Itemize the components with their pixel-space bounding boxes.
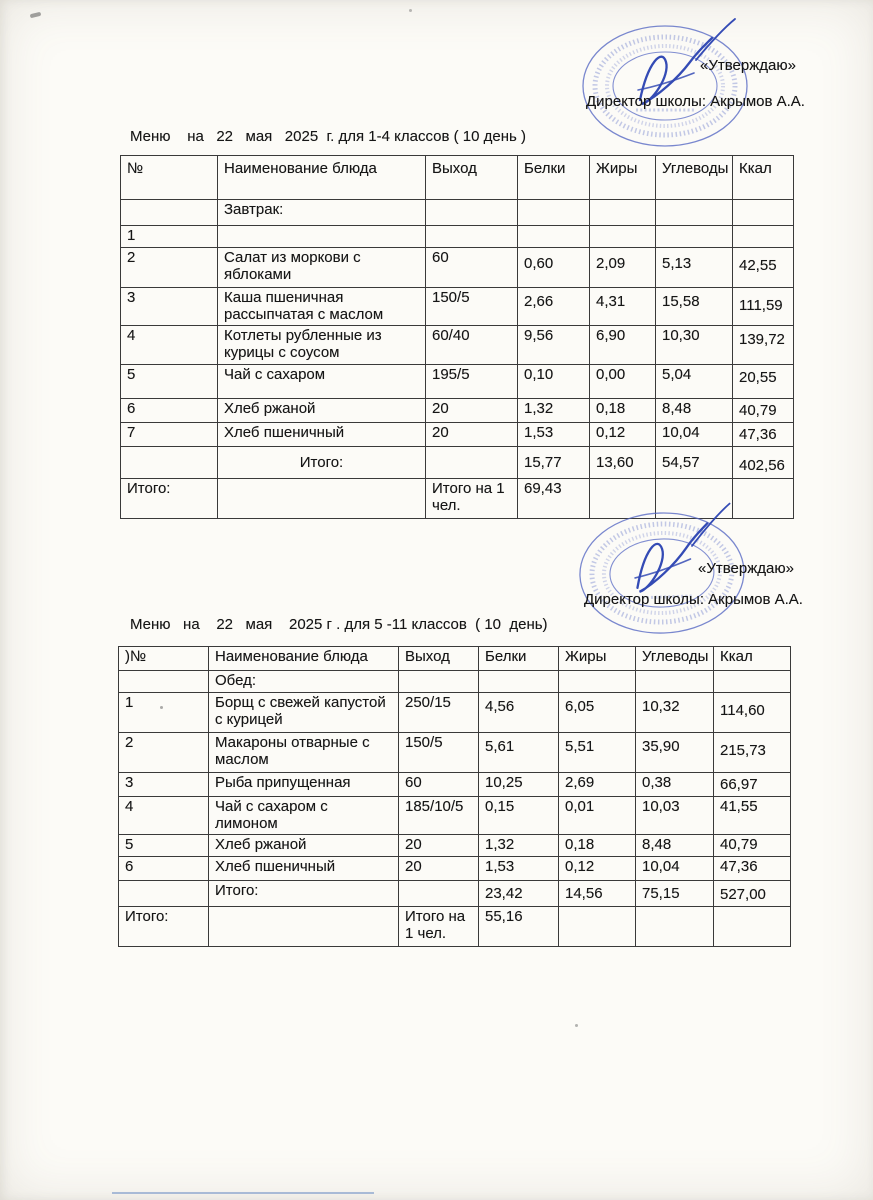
- cell-fat: 0,12: [559, 857, 636, 881]
- cell-num: 5: [121, 364, 218, 398]
- table-row: [119, 796, 791, 835]
- cell-protein: 2,66: [518, 287, 590, 326]
- per-person-label: Итого:: [119, 907, 209, 947]
- cell-out: 20: [399, 835, 479, 857]
- col-header-dish: Наименование блюда: [218, 156, 426, 200]
- empty-cell: [426, 200, 518, 226]
- cell-kcal: 139,72: [733, 326, 794, 365]
- totals-carbs: 75,15: [636, 881, 714, 907]
- cell-fat: 2,69: [559, 772, 636, 796]
- cell-dish: Хлеб ржаной: [209, 835, 399, 857]
- cell-out: 20: [426, 398, 518, 422]
- cell-protein: 5,61: [479, 732, 559, 772]
- cell-carbs: 5,04: [656, 364, 733, 398]
- cell-out: 60: [426, 247, 518, 287]
- cell-num: 7: [121, 422, 218, 446]
- cell-carbs: 8,48: [636, 835, 714, 857]
- empty-cell: [518, 200, 590, 226]
- cell-fat: 6,90: [590, 326, 656, 365]
- cell-fat: 0,18: [590, 398, 656, 422]
- cell-protein: 1,32: [518, 398, 590, 422]
- empty-cell: [121, 200, 218, 226]
- cell-dish: Хлеб ржаной: [218, 398, 426, 422]
- table-row: [121, 326, 794, 365]
- cell-dish: Борщ с свежей капустой с курицей: [209, 692, 399, 732]
- table-header-row: [121, 156, 794, 200]
- cell-kcal: 40,79: [733, 398, 794, 422]
- cell-fat: 5,51: [559, 732, 636, 772]
- cell-fat: 2,09: [590, 247, 656, 287]
- empty-cell: [733, 226, 794, 248]
- per-person-caption: Итого на 1 чел.: [426, 478, 518, 518]
- cell-kcal: 42,55: [733, 247, 794, 287]
- empty-cell: [714, 671, 791, 693]
- table-header-row: [119, 647, 791, 671]
- col-header-kcal: Ккал: [714, 647, 791, 671]
- cell-kcal: 47,36: [714, 857, 791, 881]
- totals-fat: 13,60: [590, 446, 656, 478]
- cell-num: 2: [119, 732, 209, 772]
- empty-cell: [656, 200, 733, 226]
- cell-carbs: 35,90: [636, 732, 714, 772]
- per-person-value: 55,16: [479, 907, 559, 947]
- cell-kcal: 114,60: [714, 692, 791, 732]
- cell-protein: 1,32: [479, 835, 559, 857]
- per-person-row: [119, 907, 791, 947]
- cell-num: 3: [121, 287, 218, 326]
- approval-quote: «Утверждаю»: [700, 57, 796, 74]
- empty-cell: [590, 226, 656, 248]
- col-header-dish: Наименование блюда: [209, 647, 399, 671]
- cell-out: 150/5: [399, 732, 479, 772]
- cell-carbs: 10,32: [636, 692, 714, 732]
- cell-num: 2: [121, 247, 218, 287]
- empty-cell: [209, 907, 399, 947]
- cell-dish: Макароны отварные с маслом: [209, 732, 399, 772]
- table-row: [119, 692, 791, 732]
- empty-cell: [636, 671, 714, 693]
- cell-out: 185/10/5: [399, 796, 479, 835]
- scan-artifact: [409, 9, 412, 12]
- cell-kcal: 111,59: [733, 287, 794, 326]
- totals-label: Итого:: [209, 881, 399, 907]
- cell-dish: Салат из моркови с яблоками: [218, 247, 426, 287]
- cell-kcal: 40,79: [714, 835, 791, 857]
- empty-cell: [590, 200, 656, 226]
- cell-out: 195/5: [426, 364, 518, 398]
- cell-dish: Котлеты рубленные из курицы с соусом: [218, 326, 426, 365]
- col-header-out: Выход: [426, 156, 518, 200]
- cell-out: 60/40: [426, 326, 518, 365]
- empty-cell: [518, 226, 590, 248]
- col-header-num: )№: [119, 647, 209, 671]
- menu-title-grades-1-4: Меню на 22 мая 2025 г. для 1-4 классов ( 10 день ): [130, 128, 526, 145]
- empty-cell: [714, 907, 791, 947]
- cell-carbs: 5,13: [656, 247, 733, 287]
- cell-protein: 0,15: [479, 796, 559, 835]
- director-signature-line: Директор школы: Акрымов А.А.: [586, 93, 805, 110]
- cell-protein: 0,60: [518, 247, 590, 287]
- empty-cell: [119, 671, 209, 693]
- section-row: [121, 200, 794, 226]
- cell-protein: 0,10: [518, 364, 590, 398]
- cell-fat: 0,01: [559, 796, 636, 835]
- school-stamp: [578, 18, 753, 158]
- col-header-fat: Жиры: [559, 647, 636, 671]
- table-row: [121, 364, 794, 398]
- col-header-fat: Жиры: [590, 156, 656, 200]
- menu-table-grades-5-11: [118, 646, 791, 947]
- per-person-label: Итого:: [121, 478, 218, 518]
- table-row: [119, 857, 791, 881]
- cell-carbs: 10,30: [656, 326, 733, 365]
- cell-fat: 4,31: [590, 287, 656, 326]
- empty-cell: [426, 226, 518, 248]
- cell-kcal: 41,55: [714, 796, 791, 835]
- empty-cell: [399, 881, 479, 907]
- cell-protein: 1,53: [518, 422, 590, 446]
- cell-carbs: 10,03: [636, 796, 714, 835]
- empty-cell: [119, 881, 209, 907]
- section-label: Обед:: [209, 671, 399, 693]
- empty-cell: [218, 478, 426, 518]
- cell-protein: 10,25: [479, 772, 559, 796]
- menu-title-grades-5-11: Меню на 22 мая 2025 г . для 5 -11 классов ( 10 день): [130, 616, 548, 633]
- col-header-protein: Белки: [518, 156, 590, 200]
- cell-out: 60: [399, 772, 479, 796]
- empty-cell: [559, 671, 636, 693]
- empty-cell: [636, 907, 714, 947]
- cell-protein: 9,56: [518, 326, 590, 365]
- cell-num: 6: [121, 398, 218, 422]
- table-row: [119, 732, 791, 772]
- cell-carbs: 8,48: [656, 398, 733, 422]
- scan-artifact: [575, 1024, 578, 1027]
- totals-kcal: 402,56: [733, 446, 794, 478]
- menu-table-grades-1-4: [120, 155, 794, 519]
- per-person-value: 69,43: [518, 478, 590, 518]
- section-row: [119, 671, 791, 693]
- empty-cell: [399, 671, 479, 693]
- cell-num: 5: [119, 835, 209, 857]
- cell-dish: Каша пшеничная рассыпчатая с маслом: [218, 287, 426, 326]
- table-row: [121, 226, 794, 248]
- cell-out: 20: [399, 857, 479, 881]
- cell-num: 3: [119, 772, 209, 796]
- totals-kcal: 527,00: [714, 881, 791, 907]
- empty-cell: [559, 907, 636, 947]
- cell-num: 4: [119, 796, 209, 835]
- empty-cell: [656, 226, 733, 248]
- cell-fat: 0,12: [590, 422, 656, 446]
- col-header-carbs: Углеводы: [656, 156, 733, 200]
- cell-out: 20: [426, 422, 518, 446]
- cell-carbs: 0,38: [636, 772, 714, 796]
- cell-out: 250/15: [399, 692, 479, 732]
- cell-carbs: 15,58: [656, 287, 733, 326]
- table-row: [119, 835, 791, 857]
- totals-label: Итого:: [218, 446, 426, 478]
- col-header-kcal: Ккал: [733, 156, 794, 200]
- table-row: [121, 398, 794, 422]
- cell-num: 1: [121, 226, 218, 248]
- col-header-out: Выход: [399, 647, 479, 671]
- empty-cell: [479, 671, 559, 693]
- cell-fat: 0,18: [559, 835, 636, 857]
- empty-cell: [218, 226, 426, 248]
- cell-num: 6: [119, 857, 209, 881]
- cell-fat: 0,00: [590, 364, 656, 398]
- cell-out: 150/5: [426, 287, 518, 326]
- cell-kcal: 47,36: [733, 422, 794, 446]
- cell-protein: 4,56: [479, 692, 559, 732]
- cell-dish: Рыба припущенная: [209, 772, 399, 796]
- cell-dish: Хлеб пшеничный: [218, 422, 426, 446]
- table-row: [119, 772, 791, 796]
- cell-carbs: 10,04: [656, 422, 733, 446]
- empty-cell: [426, 446, 518, 478]
- totals-fat: 14,56: [559, 881, 636, 907]
- cell-dish: Чай с сахаром с лимоном: [209, 796, 399, 835]
- cell-protein: 1,53: [479, 857, 559, 881]
- totals-protein: 23,42: [479, 881, 559, 907]
- cell-num: 4: [121, 326, 218, 365]
- col-header-carbs: Углеводы: [636, 647, 714, 671]
- table-row: [121, 247, 794, 287]
- scan-artifact: [30, 12, 42, 19]
- totals-row: [119, 881, 791, 907]
- approval-quote: «Утверждаю»: [698, 560, 794, 577]
- table-row: [121, 287, 794, 326]
- table-row: [121, 422, 794, 446]
- totals-protein: 15,77: [518, 446, 590, 478]
- empty-cell: [121, 446, 218, 478]
- col-header-num: №: [121, 156, 218, 200]
- cell-kcal: 66,97: [714, 772, 791, 796]
- cell-kcal: 215,73: [714, 732, 791, 772]
- cell-dish: Чай с сахаром: [218, 364, 426, 398]
- cell-fat: 6,05: [559, 692, 636, 732]
- per-person-caption: Итого на 1 чел.: [399, 907, 479, 947]
- cell-kcal: 20,55: [733, 364, 794, 398]
- col-header-protein: Белки: [479, 647, 559, 671]
- empty-cell: [733, 200, 794, 226]
- director-signature-line: Директор школы: Акрымов А.А.: [584, 591, 803, 608]
- scan-artifact: [112, 1192, 374, 1194]
- section-label: Завтрак:: [218, 200, 426, 226]
- totals-row: [121, 446, 794, 478]
- cell-dish: Хлеб пшеничный: [209, 857, 399, 881]
- totals-carbs: 54,57: [656, 446, 733, 478]
- cell-carbs: 10,04: [636, 857, 714, 881]
- stamp-graphic: [578, 18, 753, 158]
- cell-num: 1: [119, 692, 209, 732]
